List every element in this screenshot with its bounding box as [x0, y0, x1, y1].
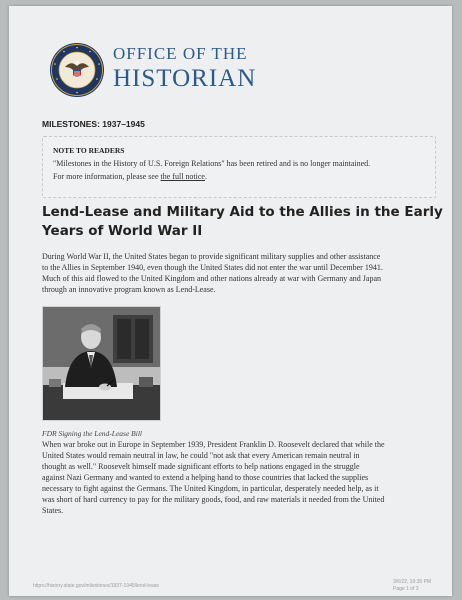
notice-line-1: "Milestones in the History of U.S. Foreign Relations" has been retired and is no longer maintained. — [53, 159, 371, 168]
body-line-5: necessary to fight against the Germans. The United Kingdom, in particular, desperately needed help, as it — [42, 484, 379, 493]
document-page — [9, 6, 452, 596]
brand-historian[interactable]: HISTORIAN — [113, 65, 257, 92]
breadcrumb-milestones[interactable]: MILESTONES: 1937–1945 — [42, 119, 145, 129]
notice-title: NOTE TO READERS — [53, 146, 125, 155]
body-line-3: thought as well." Roosevelt himself made significant efforts to help nations engaged in the struggle — [42, 462, 360, 471]
intro-line-4: through an innovative program known as Lend-Lease. — [42, 285, 216, 294]
fdr-photo — [42, 306, 161, 421]
footer-page-number: Page 1 of 3 — [393, 586, 419, 592]
intro-line-1: During World War II, the United States began to provide significant military supplies and other assistance — [42, 252, 381, 261]
body-line-4: against Nazi Germany and wanted to extend a helping hand to those countries that lacked the supplies — [42, 473, 369, 482]
body-line-7: States. — [42, 506, 64, 515]
footer-url: https://history.state.gov/milestones/1937-1945/lend-lease — [33, 583, 160, 589]
photo-caption: FDR Signing the Lend-Lease Bill — [42, 429, 142, 438]
notice-prefix: For more information, please see — [53, 172, 161, 181]
fdr-photo-image — [43, 307, 160, 420]
notice-line-2 — [53, 172, 207, 181]
intro-line-2: to the Allies in September 1940, even though the United States did not enter the war until December 1941. — [42, 263, 383, 272]
page-title-line-2: Years of World War II — [42, 223, 203, 239]
footer-timestamp: 3/6/22, 10:35 PM — [393, 579, 432, 585]
body-line-2: United States would remain neutral in law, he could "not ask that every American remain neutral in — [42, 451, 360, 460]
page-title-line-1: Lend-Lease and Military Aid to the Allies in the Early — [42, 204, 443, 220]
brand-office-of-the[interactable]: OFFICE OF THE — [113, 44, 248, 63]
intro-line-3: Much of this aid flowed to the United Kingdom and other nations already at war with Germany and Japan — [42, 274, 382, 283]
notice-box — [42, 136, 436, 198]
full-notice-link[interactable]: the full notice — [160, 172, 205, 181]
notice-suffix: . — [204, 172, 207, 181]
body-line-6: was short of hard currency to pay for the military goods, food, and raw materials it needed from the United — [42, 495, 385, 504]
state-department-seal-logo — [49, 42, 105, 98]
body-line-1: When war broke out in Europe in September 1939, President Franklin D. Roosevelt declared that while the — [42, 440, 385, 449]
